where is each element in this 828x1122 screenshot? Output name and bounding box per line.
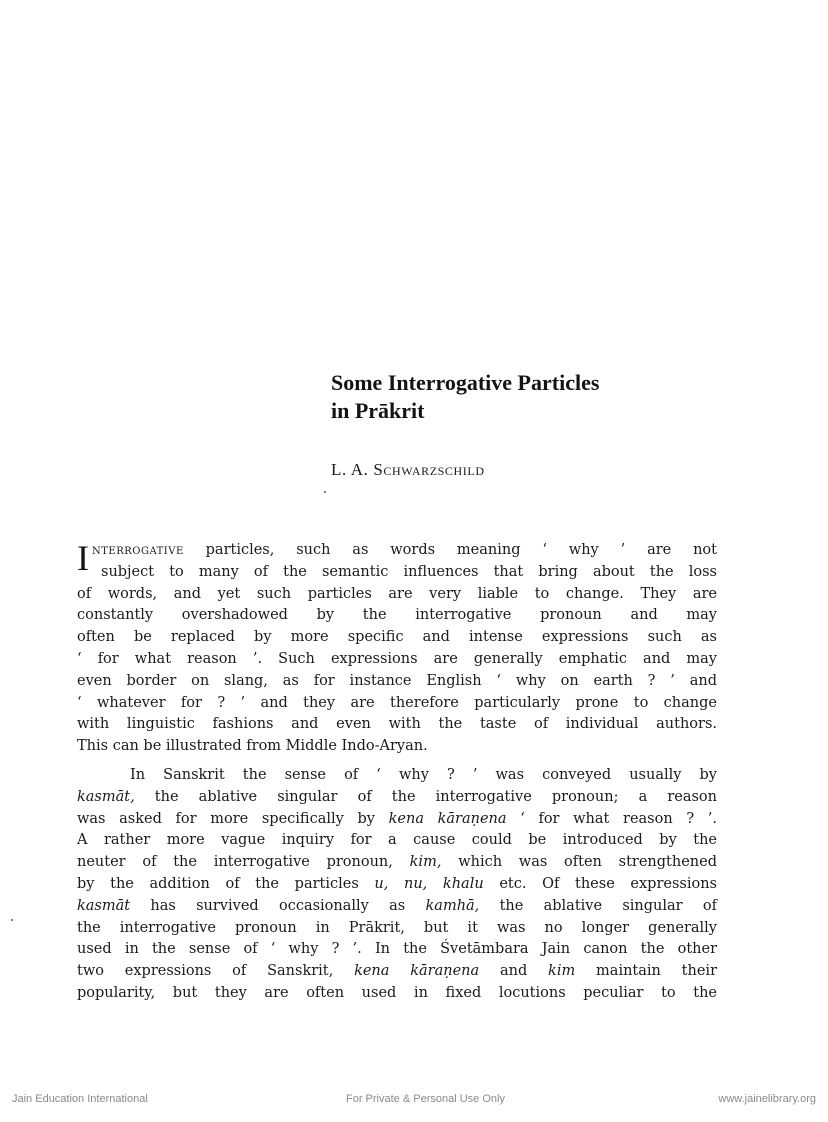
text-line: ‘ whatever for ? ’ and they are therefore particularly prone to change [77, 694, 717, 711]
footer-publisher: Jain Education International [12, 1093, 148, 1105]
text-line: two expressions of Sanskrit, kena kāraṇena and kim maintain their [77, 963, 717, 980]
article-body [77, 540, 717, 1005]
text-line: was asked for more specifically by kena kāraṇena ‘ for what reason ? ’. [77, 810, 717, 827]
text-line: neuter of the interrogative pronoun, kim, which was often strengthened [77, 854, 717, 871]
text-line: kasmāt has survived occasionally as kamhā, the ablative singular of [77, 897, 717, 914]
text-line: constantly overshadowed by the interrogative pronoun and may [77, 607, 717, 624]
paragraph-2 [77, 765, 717, 1005]
scan-speck [11, 919, 13, 921]
text-line: kasmāt, the ablative singular of the interrogative pronoun; a reason [77, 788, 717, 805]
text-line: popularity, but they are often used in fixed locutions peculiar to the [77, 984, 717, 1001]
text-line: ‘ for what reason ’. Such expressions are generally emphatic and may [77, 650, 717, 667]
footer-usage-notice: For Private & Personal Use Only [346, 1093, 505, 1105]
author-surname: Schwarzschild [373, 460, 485, 479]
author-initials: L. A. [331, 460, 374, 479]
footer-website: www.jainelibrary.org [718, 1093, 816, 1105]
text-line: of words, and yet such particles are very liable to change. They are [77, 585, 717, 602]
text-line: subject to many of the semantic influences that bring about the loss [101, 563, 717, 580]
text-line: often be replaced by more specific and intense expressions such as [77, 629, 717, 646]
text-line: by the addition of the particles u, nu, khalu etc. Of these expressions [77, 875, 718, 892]
text-line: used in the sense of ‘ why ? ’. In the Śvetāmbara Jain canon the other [77, 941, 717, 958]
text-line: This can be illustrated from Middle Indo-Aryan. [77, 738, 428, 755]
text-line: the interrogative pronoun in Prākrit, but it was no longer generally [77, 919, 717, 936]
text-line: nterrogative particles, such as words meaning ‘ why ’ are not [92, 542, 717, 558]
text-line: even border on slang, as for instance English ‘ why on earth ? ’ and [77, 672, 717, 689]
text-line: with linguistic fashions and even with the taste of individual authors. [77, 716, 717, 733]
text-line: A rather more vague inquiry for a cause could be introduced by the [77, 832, 717, 849]
title-line-1: Some Interrogative Particles [331, 370, 600, 395]
lead-word: nterrogative [92, 542, 184, 558]
article-title [331, 369, 599, 425]
text-line: In Sanskrit the sense of ‘ why ? ’ was conveyed usually by [130, 766, 717, 783]
scan-speck [324, 491, 326, 493]
author-byline [331, 460, 485, 480]
paragraph-1 [77, 540, 717, 758]
drop-cap: I [77, 538, 89, 578]
title-line-2: in Prākrit [331, 398, 425, 423]
